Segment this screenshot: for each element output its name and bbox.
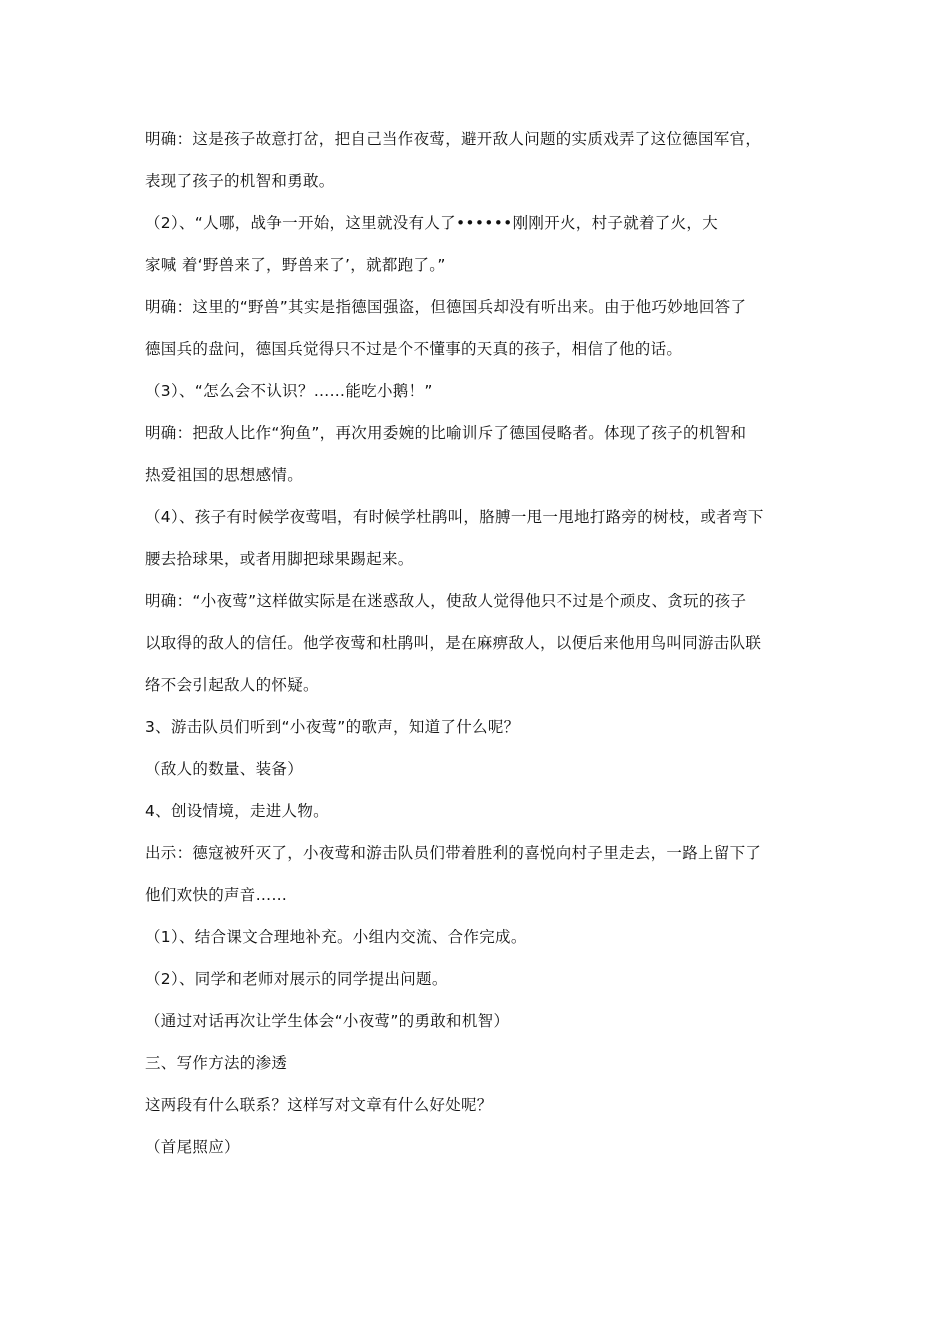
text-line: （2）、“人哪，战争一开始，这里就没有人了••••••刚刚开火，村子就着了火，大 [145,214,718,232]
text-line: （敌人的数量、装备） [145,760,304,778]
text-line: 3、游击队员们听到“小夜莺”的歌声，知道了什么呢？ [145,718,520,736]
text-line: 表现了孩子的机智和勇敢。 [145,172,335,190]
text-line: 明确：这里的“野兽”其实是指德国强盗，但德国兵却没有听出来。由于他巧妙地回答了 [145,298,747,316]
text-line: （通过对话再次让学生体会“小夜莺”的勇敢和机智） [145,1012,510,1030]
text-line: 络不会引起敌人的怀疑。 [145,676,319,694]
text-line: （首尾照应） [145,1138,240,1156]
text-line: （4）、孩子有时候学夜莺唱，有时候学杜鹃叫，胳膊一甩一甩地打路旁的树枝，或者弯下 [145,508,764,526]
section-heading: 三、写作方法的渗透 [145,1054,288,1072]
text-line: 德国兵的盘问，德国兵觉得只不过是个不懂事的天真的孩子，相信了他的话。 [145,340,683,358]
text-line: （2）、同学和老师对展示的同学提出问题。 [145,970,448,988]
text-line: 明确：“小夜莺”这样做实际是在迷惑敌人，使敌人觉得他只不过是个顽皮、贪玩的孩子 [145,592,747,610]
text-line: 家喊 着‘野兽来了，野兽来了’，就都跑了。” [145,256,446,274]
text-line: 他们欢快的声音…… [145,886,288,904]
text-line: 明确：把敌人比作“狗鱼”，再次用委婉的比喻训斥了德国侵略者。体现了孩子的机智和 [145,424,747,442]
text-line: 4、创设情境，走进人物。 [145,802,329,820]
text-line: （3）、“怎么会不认识？……能吃小鹅！” [145,382,433,400]
document-body [145,118,815,1168]
text-line: 明确：这是孩子故意打岔，把自己当作夜莺，避开敌人问题的实质戏弄了这位德国军官， [145,130,762,148]
text-line: 这两段有什么联系？这样写对文章有什么好处呢？ [145,1096,493,1114]
text-line: 腰去拾球果，或者用脚把球果踢起来。 [145,550,414,568]
text-line: 出示：德寇被歼灭了，小夜莺和游击队员们带着胜利的喜悦向村子里走去，一路上留下了 [145,844,762,862]
text-line: （1）、结合课文合理地补充。小组内交流、合作完成。 [145,928,527,946]
text-line: 热爱祖国的思想感情。 [145,466,304,484]
text-line: 以取得的敌人的信任。他学夜莺和杜鹃叫，是在麻痹敌人，以便后来他用鸟叫同游击队联 [145,634,762,652]
